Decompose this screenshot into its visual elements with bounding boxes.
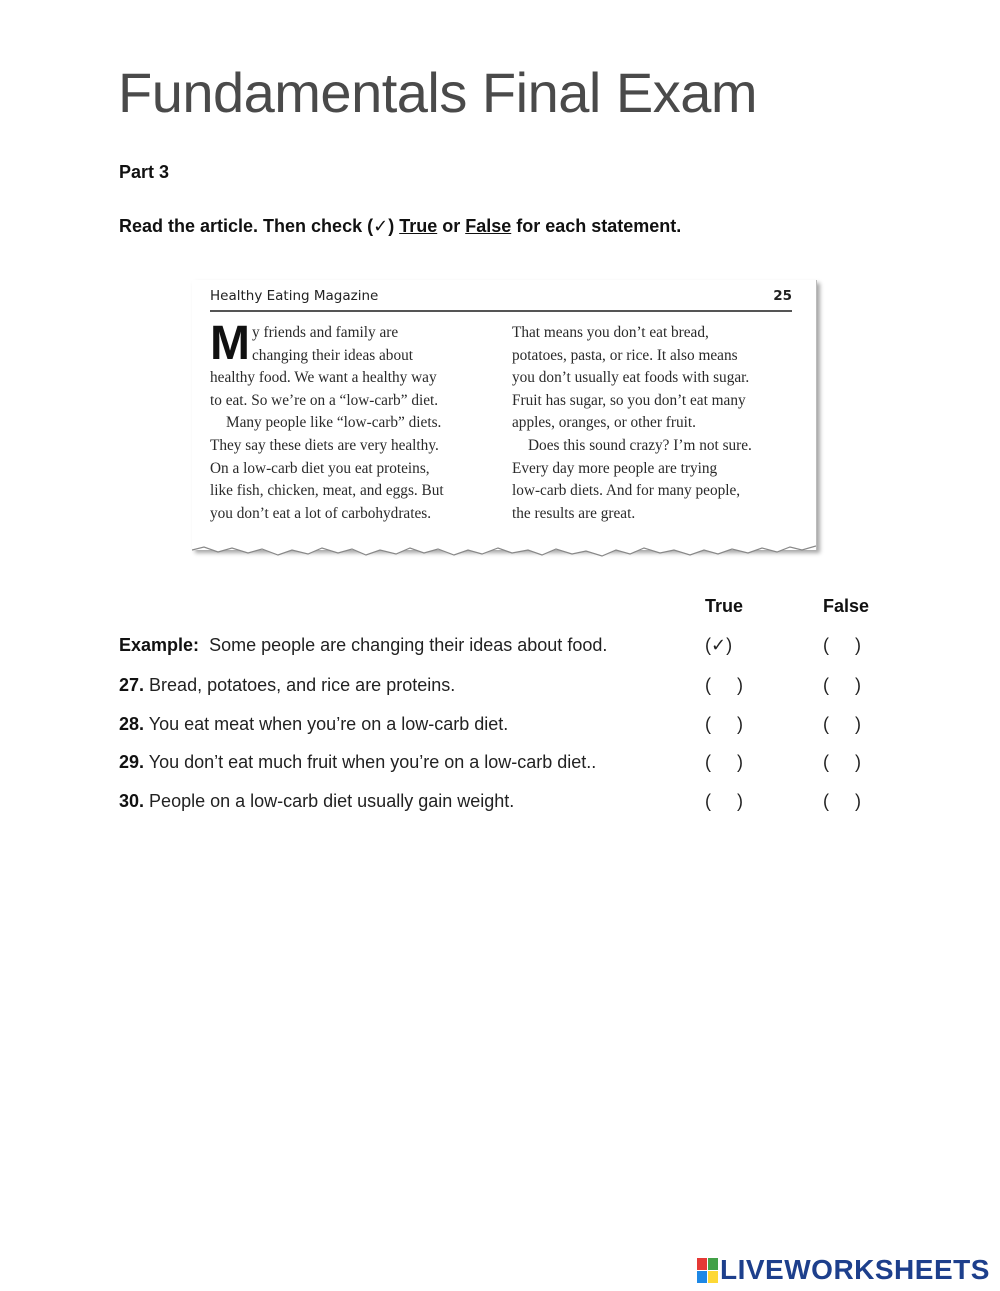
article-line: changing their ideas about (252, 346, 413, 364)
close-paren: ) (737, 791, 743, 811)
instructions-mid2: or (437, 216, 466, 236)
close-paren: ) (737, 714, 743, 734)
false-checkbox[interactable] (823, 791, 861, 817)
true-checkbox[interactable] (705, 791, 743, 817)
open-paren: ( (705, 752, 711, 772)
article-line: Every day more people are trying (512, 459, 718, 477)
example-text: Some people are changing their ideas about food. (209, 635, 608, 655)
open-paren: ( (705, 791, 711, 811)
example-true-choice (705, 635, 732, 656)
close-paren: ) (855, 635, 861, 655)
article-line: low-carb diets. And for many people, (512, 482, 741, 500)
true-checkbox[interactable] (705, 752, 743, 778)
article-line: healthy food. We want a healthy way (210, 369, 437, 387)
question-text: People on a low-carb diet usually gain weight. (149, 791, 515, 811)
logo-box (708, 1258, 718, 1270)
article-line: Fruit has sugar, so you don’t eat many (512, 391, 746, 409)
close-paren: ) (737, 752, 743, 772)
close-paren: ) (855, 714, 861, 734)
article-line: the results are great. (512, 504, 636, 522)
open-paren: ( (823, 635, 829, 655)
instructions (119, 216, 681, 237)
check-mark-icon: ✓ (373, 216, 389, 236)
article-line: They say these diets are very healthy. (210, 436, 439, 454)
question-row (119, 675, 879, 699)
question-number: 29. (119, 752, 145, 772)
close-paren: ) (855, 791, 861, 811)
false-checkbox[interactable] (823, 675, 861, 701)
false-column-header: False (823, 596, 870, 616)
article-left-column (210, 317, 495, 525)
example-row (119, 635, 879, 659)
logo-text: LIVEWORKSHEETS (720, 1254, 990, 1285)
open-paren: ( (705, 635, 711, 655)
article-line: y friends and family are (252, 324, 399, 341)
false-checkbox[interactable] (823, 752, 861, 778)
magazine-header (210, 288, 792, 312)
example-statement (119, 635, 607, 656)
open-paren: ( (823, 791, 829, 811)
logo-box (708, 1271, 718, 1283)
true-column-header: True (705, 596, 744, 616)
magazine-page-number: 25 (773, 288, 792, 304)
close-paren: ) (855, 675, 861, 695)
magazine-name: Healthy Eating Magazine (210, 288, 379, 304)
close-paren: ) (855, 752, 861, 772)
liveworksheets-logo[interactable] (697, 1255, 990, 1285)
article-right-column (512, 322, 802, 525)
true-checkbox[interactable] (705, 714, 743, 740)
open-paren: ( (823, 752, 829, 772)
article-line: That means you don’t eat bread, (512, 324, 709, 341)
close-paren: ) (737, 675, 743, 695)
question-text: You don’t eat much fruit when you’re on a low-carb diet.. (148, 752, 597, 772)
instructions-before: Read the article. Then check ( (119, 216, 374, 236)
question-number: 28. (119, 714, 145, 734)
torn-edge (192, 538, 816, 562)
open-paren: ( (823, 675, 829, 695)
example-label: Example: (119, 635, 200, 655)
check-mark-icon: ✓ (711, 635, 727, 655)
article-line: Many people like “low-carb” diets. (226, 414, 442, 432)
drop-cap: M (210, 317, 250, 370)
close-paren: ) (726, 635, 733, 655)
page-title: Fundamentals Final Exam (118, 61, 758, 124)
magazine-article (192, 280, 817, 550)
article-line: like fish, chicken, meat, and eggs. But (210, 482, 444, 500)
instructions-after: for each statement. (511, 216, 682, 236)
question-row (119, 791, 879, 815)
question-number: 30. (119, 791, 145, 811)
part-heading: Part 3 (119, 162, 170, 182)
logo-icon (697, 1258, 718, 1283)
logo-box (697, 1258, 707, 1270)
logo-box (697, 1271, 707, 1283)
question-text: Bread, potatoes, and rice are proteins. (149, 675, 456, 695)
true-checkbox[interactable] (705, 675, 743, 701)
example-false-choice (823, 635, 861, 661)
article-line: you don’t usually eat foods with sugar. (512, 369, 750, 387)
open-paren: ( (705, 675, 711, 695)
question-row (119, 714, 879, 738)
article-line: you don’t eat a lot of carbohydrates. (210, 504, 432, 522)
article-line: potatoes, pasta, or rice. It also means (512, 346, 738, 364)
article-line: Does this sound crazy? I’m not sure. (528, 436, 752, 454)
question-text: You eat meat when you’re on a low-carb diet. (148, 714, 509, 734)
open-paren: ( (823, 714, 829, 734)
instructions-mid1: ) (388, 216, 400, 236)
article-line: to eat. So we’re on a “low-carb” diet. (210, 391, 439, 409)
article-line: apples, oranges, or other fruit. (512, 414, 696, 432)
article-line: On a low-carb diet you eat proteins, (210, 459, 430, 477)
instructions-true-word: True (399, 216, 438, 236)
instructions-false-word: False (465, 216, 512, 236)
false-checkbox[interactable] (823, 714, 861, 740)
question-row (119, 752, 879, 776)
question-number: 27. (119, 675, 145, 695)
open-paren: ( (705, 714, 711, 734)
